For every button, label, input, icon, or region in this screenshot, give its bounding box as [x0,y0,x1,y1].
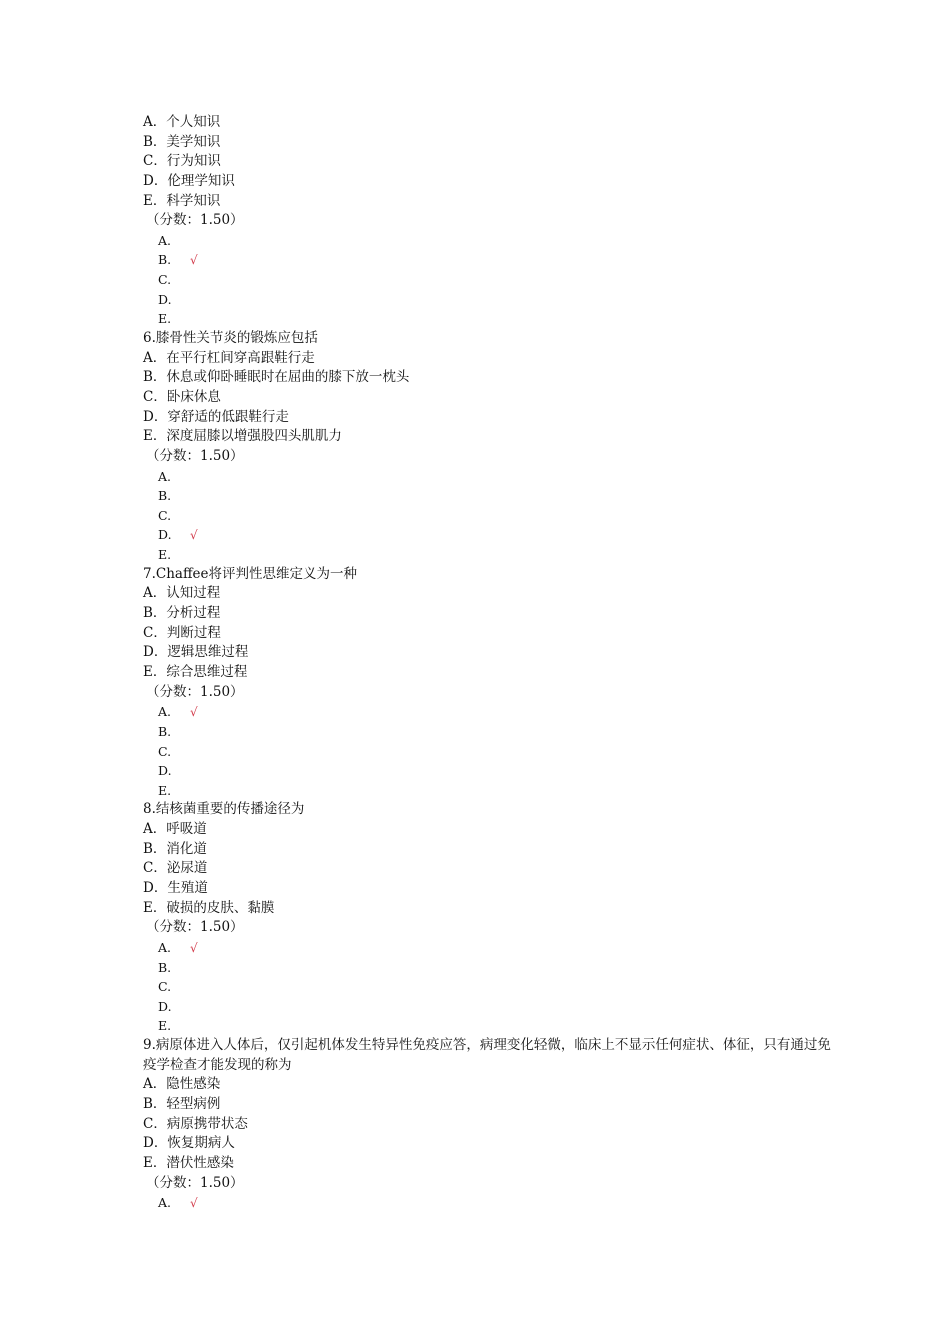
answer-letter: B. [158,959,172,975]
option-e: E．破损的皮肤、黏膜 [143,899,275,916]
question-text: 9.病原体进入人体后，仅引起机体发生特异性免疫应答，病理变化轻微，临床上不显示任何症状、体征，只有通过免疫学检查才能发现的称为 [143,1037,831,1073]
check-mark-icon: √ [190,1196,198,1211]
answer-row-b [143,486,843,506]
answer-row-d [143,290,843,310]
answer-row-b [143,722,843,742]
answer-letter: A. [158,468,172,484]
option-c: C．行为知识 [143,153,221,170]
answer-letter: A. [158,1195,172,1211]
answer-letter: C. [158,743,172,759]
option-c: C．卧床休息 [143,388,221,405]
question-block [143,800,843,1036]
option-a: A．在平行杠间穿高跟鞋行走 [143,349,315,366]
option-d: D．伦理学知识 [143,172,235,189]
question-block [143,329,843,565]
option-b: B．轻型病例 [143,1096,221,1113]
answer-letter: E. [158,1018,172,1034]
answer-row-c [143,742,843,762]
option-d: D．逻辑思维过程 [143,644,249,661]
check-mark-icon: √ [190,253,198,268]
answer-row-d [143,997,843,1017]
option-a: A．隐性感染 [143,1076,221,1093]
answer-row-a [143,467,843,487]
answer-row-e [143,309,843,329]
option-c: C．泌尿道 [143,860,208,877]
exam-page [143,113,843,1213]
question-text: 6.膝骨性关节炎的锻炼应包括 [143,330,318,347]
answer-row-b [143,250,843,270]
option-b: B．美学知识 [143,133,221,150]
answer-row-d [143,761,843,781]
question-block [143,1036,843,1213]
score-label: （分数：1.50） [146,212,244,229]
answer-row-a [143,1193,843,1213]
question-text: 7.Chaffee将评判性思维定义为一种 [143,565,358,582]
answer-letter: C. [158,272,172,288]
answer-letter: B. [158,252,172,268]
answer-row-e [143,781,843,801]
question-block [143,113,843,329]
answer-row-c [143,270,843,290]
check-mark-icon: √ [190,705,198,720]
option-d: D．穿舒适的低跟鞋行走 [143,408,289,425]
answer-letter: D. [158,998,172,1014]
answer-letter: C. [158,507,172,523]
option-c: C．病原携带状态 [143,1115,248,1132]
option-b: B．分析过程 [143,605,221,622]
option-a: A．呼吸道 [143,821,207,838]
answer-row-d [143,525,843,545]
answer-letter: E. [158,311,172,327]
answer-letter: A. [158,704,172,720]
question-block [143,565,843,801]
answer-letter: E. [158,547,172,563]
check-mark-icon: √ [190,528,198,543]
answer-letter: D. [158,291,172,307]
answer-letter: C. [158,979,172,995]
option-e: E．深度屈膝以增强股四头肌肌力 [143,428,342,445]
score-label: （分数：1.50） [146,683,244,700]
option-e: E．科学知识 [143,192,221,209]
answer-row-a [143,702,843,722]
option-a: A．认知过程 [143,585,221,602]
option-e: E．综合思维过程 [143,663,248,680]
answer-row-a [143,938,843,958]
option-b: B．消化道 [143,840,207,857]
answer-letter: D. [158,763,172,779]
answer-row-e [143,545,843,565]
option-d: D．恢复期病人 [143,1135,235,1152]
score-label: （分数：1.50） [146,1174,244,1191]
answer-row-b [143,958,843,978]
answer-letter: B. [158,488,172,504]
score-label: （分数：1.50） [146,919,244,936]
question-text: 8.结核菌重要的传播途径为 [143,801,305,818]
answer-letter: B. [158,723,172,739]
score-label: （分数：1.50） [146,447,244,464]
answer-letter: E. [158,782,172,798]
answer-letter: A. [158,232,172,248]
option-b: B．休息或仰卧睡眠时在屈曲的膝下放一枕头 [143,369,410,386]
check-mark-icon: √ [190,940,198,955]
option-d: D．生殖道 [143,879,208,896]
answer-row-c [143,977,843,997]
answer-row-e [143,1016,843,1036]
answer-letter: D. [158,527,172,543]
answer-letter: A. [158,939,172,955]
option-a: A．个人知识 [143,114,221,130]
option-c: C．判断过程 [143,624,221,641]
option-e: E．潜伏性感染 [143,1154,234,1171]
answer-row-c [143,506,843,526]
answer-row-a [143,231,843,251]
